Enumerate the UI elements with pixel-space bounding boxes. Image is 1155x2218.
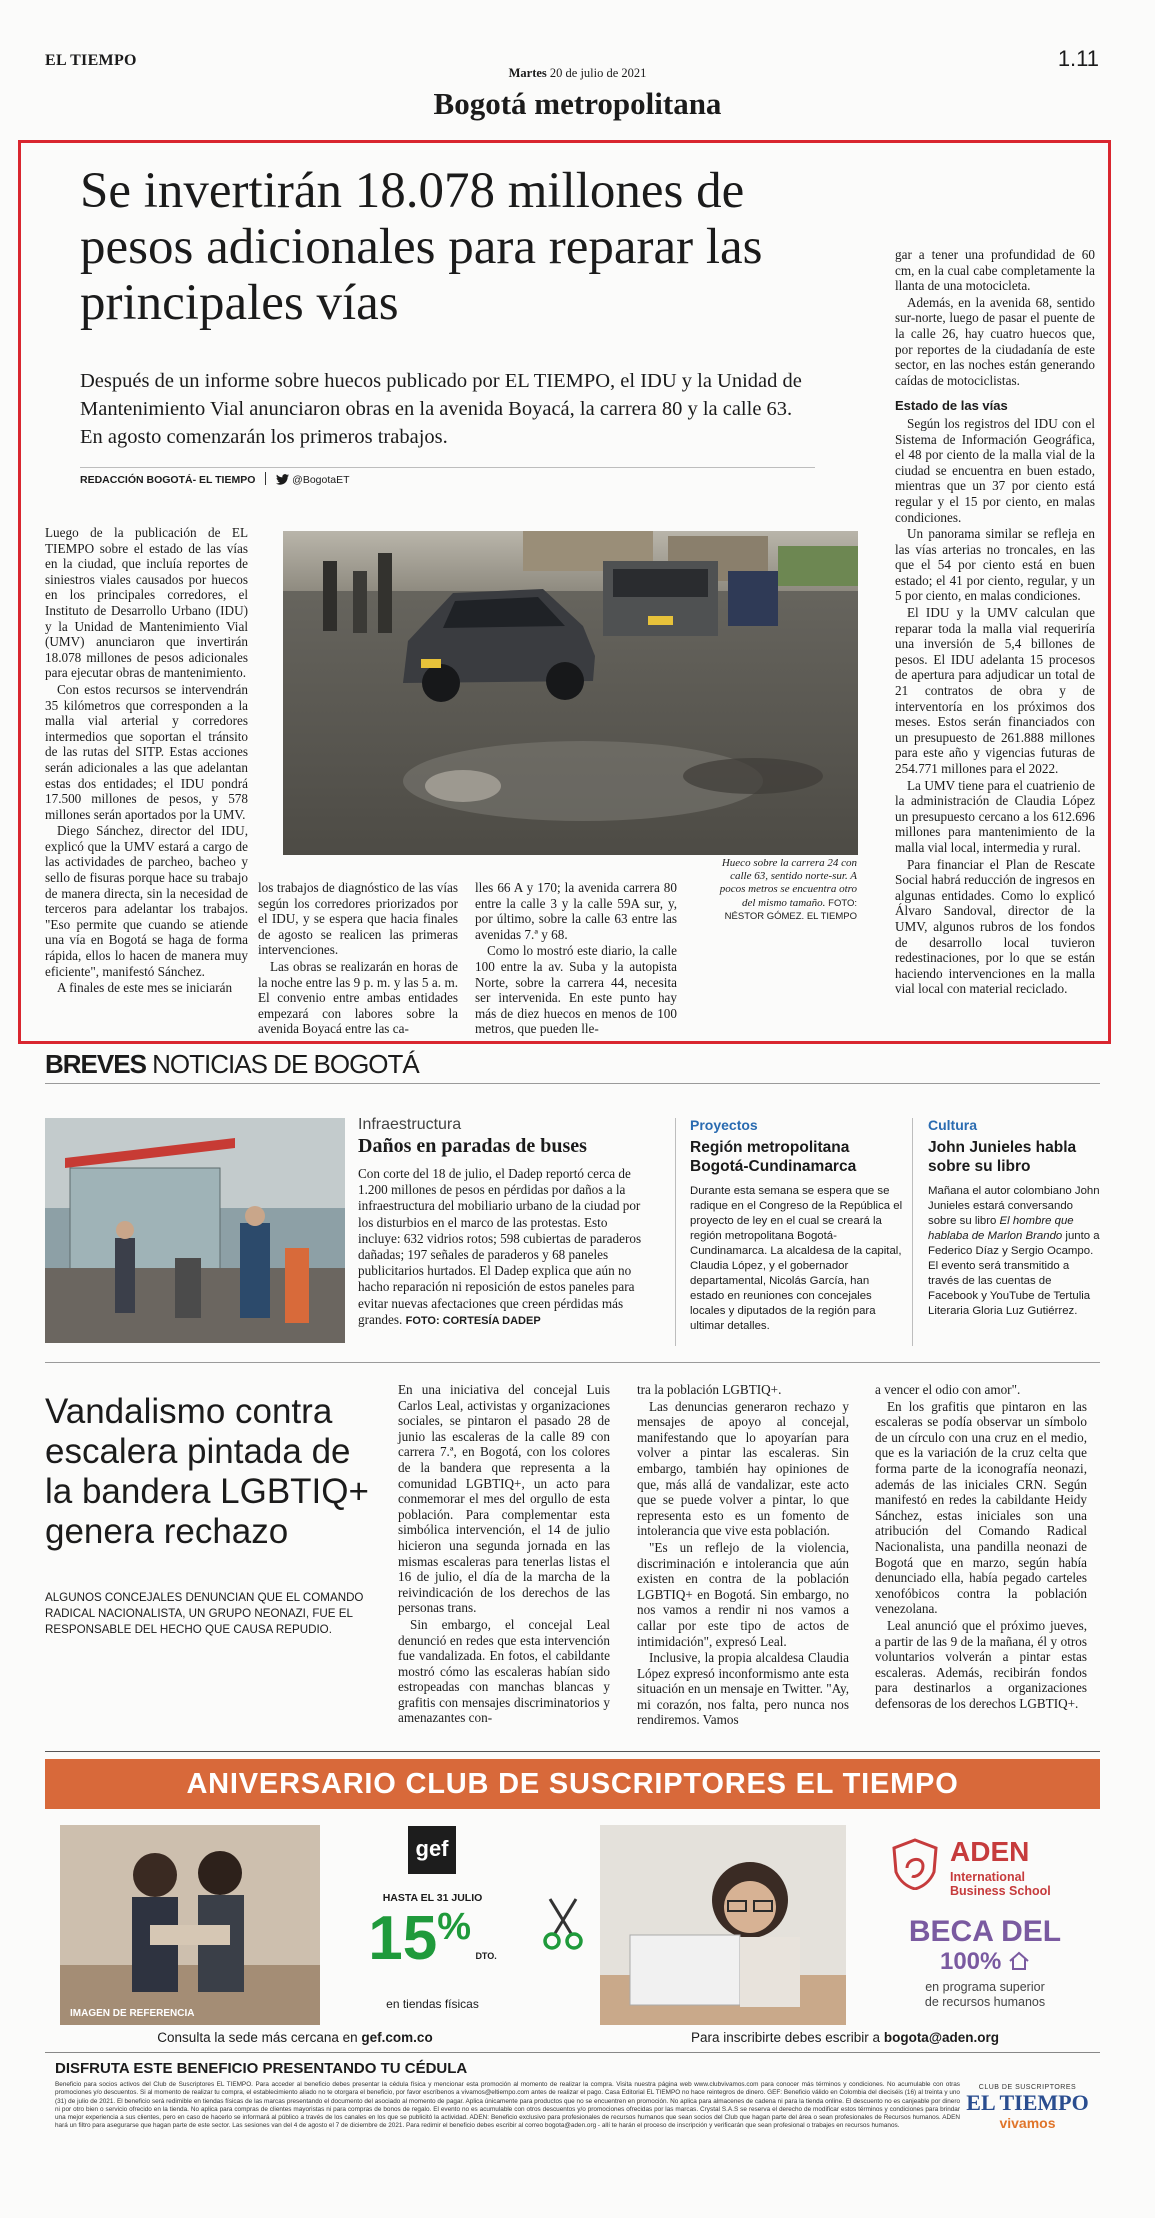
brief-proyectos	[690, 1118, 903, 1334]
photo-credit: NÉSTOR GÓMEZ. EL TIEMPO	[724, 910, 857, 922]
club-logo	[965, 2084, 1090, 2131]
second-deck: ALGUNOS CONCEJALES DENUNCIAN QUE EL COMANDO RADICAL NACIONALISTA, UN GRUPO NEONAZI, FUE EL RESPONSABLE DEL HECHO QUE CAUSA REPUDIO.	[45, 1591, 364, 1636]
paragraph: El IDU y la UMV calculan que reparar toda la malla vial requeriría una inversión de 5,4 billones de pesos. El IDU adelanta 15 procesos de apertura para adjudicar un total de 21 contratos de obra y de interventoría en los próximos dos meses. Estos serán financiados con un presupuesto de 261.888 millones para este año y vigencias futuras de 254.771 millones para el 2022.	[895, 605, 1095, 776]
models-image	[60, 1825, 320, 2025]
paragraph: La UMV tiene para el cuatrienio de la administración de Claudia López un presupuesto cercano a los 612.696 millones para mantenimiento de la malla vial local, intermedia y rural.	[895, 777, 1095, 855]
image-reference-label: IMAGEN DE REFERENCIA	[70, 2008, 195, 2019]
gef-footer-link[interactable]: gef.com.co	[361, 2030, 433, 2045]
bus-stop-photo	[45, 1118, 345, 1343]
paragraph: Diego Sánchez, director del IDU, explicó que la UMV estará a cargo de las actividades de parcheo, bacheo y sello de fisuras porque hace su trabajo de manera directa, sin la necesidad de terceros para adelantar los trabajos. "Eso permite que cuando se atiende una vía en Bogotá se haga de forma rápida, ellos lo hacen de manera muy eficiente", manifestó Sánchez.	[45, 823, 248, 979]
gef-logo-text: gef	[415, 1836, 449, 1861]
byline-author: REDACCIÓN BOGOTÁ- EL TIEMPO	[80, 474, 256, 486]
paragraph: "Es un reflejo de la violencia, discriminación e intolerancia que aún existen en contra de la población LGBTIQ+ en Bogotá. Sin embargo, no nos vamos a rendir ni nos vamos a callar por este tipo de actos de intimidación", expresó Leal.	[637, 1539, 849, 1649]
issue-date-day: Martes	[508, 66, 547, 80]
ad-divider-rule	[45, 2052, 1100, 2053]
paragraph: gar a tener una profundidad de 60 cm, en la cual cabe completamente la llanta de una motocicleta.	[895, 247, 1095, 294]
breves-sublabel: NOTICIAS DE BOGOTÁ	[152, 1049, 419, 1079]
aden-scholarship	[880, 1915, 1090, 1978]
gef-dto: DTO.	[475, 1951, 497, 1961]
paragraph: A finales de este mes se iniciarán	[57, 980, 233, 996]
club-logo-name: EL TIEMPO	[966, 2090, 1089, 2115]
paragraph: En los grafitis que pintaron en las escaleras se podía observar un símbolo de un círculo con una cruz en el medio, que es la variación de la cruz celta que forma parte de la iconografía neonazi, además de las iniciales CRN. Según manifestó en redes la cabildante Heidy Sánchez, estas iniciales son una atribución del Comando Radical Nacionalista, una pandilla neonazi de Bogotá que en marzo, según había denunciado ella, había pegado carteles xenofóbicos contra la población venezolana.	[875, 1398, 1087, 1617]
lead-column-1	[45, 525, 248, 997]
gef-models-photo	[60, 1825, 320, 2025]
paragraph: Con estos recursos se intervendrán 35 kilómetros que corresponden a la malla vial arterial y corredores intermedios que soportan el tránsito de las rutas del SITP. Estas acciones serán adicionales a las que adelantan estas dos entidades; el IDU pondrá 17.500 millones de pesos, y 578 millones serán aportados por la UMV.	[45, 681, 248, 822]
aden-footer-text: Para inscribirte debes escribir a	[690, 2030, 884, 2045]
lead-column-4	[895, 247, 1095, 998]
aden-logo: ADEN	[950, 1836, 1030, 1867]
brief-divider	[912, 1118, 913, 1346]
paragraph: En una iniciativa del concejal Luis Carlos Leal, activistas y organizaciones sociales, se pintaron el pasado 28 de junio las escaleras de la calle 89 con carrera 7.ª, en Bogotá, con los colores de la bandera que representa a la comunidad LGBTIQ+, un acto para conmemorar el mes del orgullo de esta población. Para complementar esta simbólica intervención, el 14 de julio hicieron una segunda jornada en las mismas escaleras para tenerlas listas el 16 de julio, el día de la marcha de la reivindicación de los derechos de las personas trans.	[398, 1382, 610, 1616]
photo-caption-label: FOTO:	[828, 897, 857, 909]
ad-fine-print: Beneficio para socios activos del Club de Suscriptores EL TIEMPO. Para acceder al beneficio debes presentar la cédula física y mencionar esta promoción al momento de realizar la compra. Visita nuestra página web www.clubvivamos.com para conocer más términos y condiciones. No acumulable con otras promociones y/o descuentos. Si al momento de realizar tu compra, el establecimiento aliado no te otorgara el beneficio, por favor escríbenos a vivamos@eltiempo.com antes de realizar el pago. Casa Editorial EL TIEMPO no hace reintegros de dinero. GEF: Beneficio válido en Colombia del dieciséis (16) al treinta y uno (31) de julio de 2021. El beneficio será redimible en tiendas físicas de las marcas presentando el documento del asociado al momento de pagar. Aplica únicamente para productos que no se encuentren en promoción. No aplica para almacenes de cadena ni para la tienda online. El descuento no es canjeable por dinero ni por otro bien o servicio ofrecido en la tienda. No aplica para compras de clientes mayoristas ni para compras de bonos de regalo. El evento no es acumulable con otros descuentos y/o promociones ofrecidas por las marcas. Crystal S.A.S se reserva el derecho de modificar estos términos y condiciones para brindar una mejor experiencia a sus clientes, pero en caso de hacerlo se informará al público a través de los canales en los que se publicitó la actividad. ADEN: Beneficio exclusivo para profesionales de recursos humanos que sean socios del Club que hagan parte del área o sean profesionales de Recursos humanos. ADEN hará un filtro para asegurarse que hagan parte de este sector. Las sesiones van del 4 de agosto el 7 de diciembre de 2021. Para redimir el beneficio debes escribir al correo bogota@aden.org - allí te harán el proceso de inscripción y verificarán que sean profesional o trabajes en recursos humanos.	[55, 2081, 960, 2130]
scissors-icon	[540, 1895, 586, 1956]
second-headline: Vandalismo contra escalera pintada de la bandera LGBTIQ+ genera rechazo	[45, 1392, 369, 1551]
home-icon	[1008, 1950, 1030, 1978]
paragraph: a vencer el odio con amor".	[875, 1382, 1021, 1397]
lead-deck: Después de un informe sobre huecos publicado por EL TIEMPO, el IDU y la Unidad de Mantenimiento Vial anunciaron obras en la avenida Boyacá, la carrera 80 y la calle 63. En agosto comenzarán los primeros trabajos.	[80, 370, 802, 448]
breves-rule	[45, 1083, 1100, 1084]
gef-percent-symbol: %	[437, 1906, 471, 1948]
brief-body: Durante esta semana se espera que se radique en el Congreso de la República el proyecto de ley en el cual se creará la región metropolitana Bogotá-Cundinamarca. La alcaldesa de la capital, Claudia López, y el gobernador departamental, Nicolás García, han estado en reuniones con concejales locales y diputados de la región para ultimar detalles.	[690, 1185, 903, 1332]
photo-caption	[705, 857, 857, 923]
brief-cultura	[928, 1118, 1100, 1319]
paragraph: Las denuncias generaron rechazo y mensajes de apoyo al concejal, manifestando que lo apoyarían para volver a pintar las escaleras. Sin embargo, también hay opiniones de que, más allá de vandalizar, este acto que se puede volver a pintar, lo que representa esto es un fomento de intolerancia que vive esta población.	[637, 1398, 849, 1539]
gef-discount	[340, 1906, 525, 1972]
byline-rule	[80, 467, 815, 468]
page-number: 1.11	[1057, 46, 1099, 71]
aden-beca-percent: 100%	[939, 1948, 1002, 1975]
lead-column-3	[475, 880, 677, 1038]
club-logo-small: CLUB DE SUSCRIPTORES	[978, 2084, 1077, 2091]
lead-column-2	[258, 880, 458, 1038]
lead-photo	[283, 531, 858, 855]
brief-kicker: Infraestructura	[358, 1116, 462, 1133]
club-logo-tag: vivamos	[999, 2115, 1056, 2131]
ad-top-rule	[45, 1751, 1100, 1752]
paragraph: Inclusive, la propia alcaldesa Claudia López expresó inconformismo ante esta situación en un mensaje en Twitter. "Ay, mi corazón, nos falta, pero nunca nos rendiremos. Vamos	[637, 1650, 849, 1728]
paragraph: lles 66 A y 170; la avenida carrera 80 entre la calle 3 y la calle 59A sur, y, por último, sobre la calle 63 entre las avenidas 7.ª y 68.	[475, 880, 677, 942]
paragraph: Según los registros del IDU con el Sistema de Información Geográfica, el 48 por ciento de la malla vial de la ciudad se encuentra en buen estado, mientras que un 37 por ciento está regular y el 15 por ciento, en malas condiciones.	[895, 415, 1095, 525]
second-column-1	[398, 1382, 610, 1727]
aden-program-line1: en programa superior	[925, 1980, 1045, 1994]
aden-program	[880, 1980, 1090, 2010]
section-rule	[45, 1362, 1100, 1363]
brief-kicker: Cultura	[928, 1117, 977, 1133]
byline	[80, 472, 350, 488]
paragraph: Luego de la publicación de EL TIEMPO sobre el estado de las vías en la ciudad, que incluía reportes de siniestros viales causados por huecos en los principales corredores, el Instituto de Desarrollo Urbano (IDU) y la Unidad de Mantenimiento Vial (UMV) anunciaron que invertirán 18.078 millones de pesos adicionales para ejecutar obras de mantenimiento.	[45, 525, 248, 681]
paragraph: Como lo mostró este diario, la calle 100 entre la av. Suba y la autopista Norte, sobre la carrera 44, necesita ser intervenida. En este punto hay más de diez huecos en menos de 100 metros, que pueden lle-	[475, 943, 677, 1037]
brief-kicker: Proyectos	[690, 1117, 758, 1133]
paragraph: Además, en la avenida 68, sentido sur-norte, luego de pasar el puente de la calle 26, hay cuatro huecos que, por reportes de la ciudadanía de este sector, en las noches están generando caídas de motociclistas.	[895, 294, 1095, 388]
aden-footer	[600, 2030, 1090, 2045]
ad-banner: ANIVERSARIO CLUB DE SUSCRIPTORES EL TIEMPO	[45, 1759, 1100, 1809]
aden-beca: BECA DEL	[908, 1915, 1062, 1948]
issue-date-rest: 20 de julio de 2021	[549, 66, 647, 80]
column-subhead: Estado de las vías	[895, 398, 1008, 414]
paragraph: Un panorama similar se refleja en las vías arterias no troncales, en las que el 54 por ciento está en buen estado; el 41 por ciento, regular, y un 5 por ciento, en malas condiciones.	[895, 526, 1095, 604]
brief-infraestructura	[358, 1117, 650, 1329]
byline-twitter-handle: @BogotaET	[292, 474, 350, 486]
gef-until: HASTA EL 31 JULIO	[382, 1892, 483, 1904]
twitter-icon	[276, 474, 289, 488]
brief-title: Región metropolitana Bogotá-Cundinamarca	[690, 1139, 857, 1175]
brief-photo-credit: FOTO: CORTESÍA DADEP	[405, 1314, 541, 1327]
second-column-3	[875, 1382, 1087, 1712]
brief-body-cont: junto a Federico Díaz y Sergio Ocampo. El evento será transmitido a través de las cuentas de Facebook y YouTube de Tertulia Literaria Gloria Luz Gutiérrez.	[928, 1230, 1100, 1317]
breves-header	[45, 1049, 419, 1080]
aden-footer-link[interactable]: bogota@aden.org	[883, 2030, 999, 2045]
paragraph: Leal anunció que el próximo jueves, a partir de las 9 de la mañana, él y otros voluntarios volverán a pintar estas escaleras. Además, recibirán fondos para destinarlos a organizaciones defensoras de los derechos LGBTIQ+.	[875, 1617, 1087, 1711]
paragraph: tra la población LGBTIQ+.	[637, 1382, 782, 1397]
aden-school-line1: International	[950, 1870, 1026, 1884]
aden-school-line2: Business School	[950, 1884, 1051, 1898]
aden-school	[950, 1870, 1051, 1898]
issue-date	[0, 66, 1155, 81]
brief-body: Mañana el autor colombiano John Junieles estará conversando sobre su libro	[928, 1185, 1100, 1227]
masthead-logo: EL TIEMPO	[45, 52, 137, 69]
street-pothole-image	[283, 531, 858, 855]
aden-program-line2: de recursos humanos	[924, 1995, 1046, 2009]
truck	[603, 561, 718, 636]
paragraph: Sin embargo, el concejal Leal denunció en redes que esta intervención fue vandalizada. En fotos, el cabildante mostró cómo las escaleras habían sido estropeadas con manchas blancas y grafitis con mensajes discriminatorios y amenazantes con-	[398, 1616, 610, 1726]
brief-divider	[675, 1118, 676, 1346]
paragraph: Las obras se realizarán en horas de la noche entre las 9 p. m. y las 5 a. m. El convenio entre ambas entidades empezará con labores sobre la avenida Boyacá entre las ca-	[258, 958, 458, 1037]
gef-stores: en tiendas físicas	[386, 1997, 479, 2011]
gef-footer	[60, 2030, 530, 2045]
bus-stop-image	[45, 1118, 345, 1343]
gef-logo	[408, 1826, 456, 1874]
breves-label: BREVES	[45, 1049, 146, 1079]
aden-student-photo	[600, 1825, 846, 2025]
lead-headline: Se invertirán 18.078 millones de pesos adicionales para reparar las principales vías	[80, 163, 763, 331]
paragraph: los trabajos de diagnóstico de las vías según los corredores priorizados por el IDU, y se espera que hacia finales de agosto se realicen las primeras intervenciones.	[258, 880, 458, 958]
section-title: Bogotá metropolitana	[433, 86, 722, 121]
ad-cta: DISFRUTA ESTE BENEFICIO PRESENTANDO TU CÉDULA	[55, 2060, 468, 2077]
gef-percent: 15	[368, 1904, 438, 1973]
book-title: El hombre que hablaba de Marlon Brando	[928, 1215, 1074, 1242]
aden-shield-icon	[890, 1838, 940, 1895]
photo-caption-text: Hueco sobre la carrera 24 con calle 63, sentido norte-sur. A pocos metros se encuentra otro del mismo tamaño.	[719, 857, 857, 909]
byline-separator	[265, 472, 266, 485]
paragraph: Para financiar el Plan de Rescate Social habrá reducción de ingresos en algunas entidades. Como lo explicó Álvaro Sandoval, director de la UMV, algunos rubros de los fondos de desarrollo local tuvieron redestinaciones, por lo que se están haciendo intervenciones en la malla vial local con material reciclado.	[895, 856, 1095, 997]
brief-body: Con corte del 18 de julio, el Dadep reportó cerca de 1.200 millones de pesos en pérdidas por daños a la infraestructura del mobiliario urbano de la ciudad por los disturbios en el marco de las protestas. Esto incluye: 632 vidrios rotos; 598 cubiertas de paraderos dañadas; 197 señales de paraderos y 68 paneles publicitarios hurtados. El Dadep explica que aún no hacho reparación ni reposición de estos paneles para evitar nuevas afectaciones que creen pérdidas más grandes.	[358, 1166, 642, 1327]
second-column-2	[637, 1382, 849, 1729]
brief-title: John Junieles habla sobre su libro	[928, 1139, 1077, 1175]
brief-title: Daños en paradas de buses	[358, 1135, 587, 1157]
student-image	[600, 1825, 846, 2025]
gef-footer-text: Consulta la sede más cercana en	[157, 2030, 362, 2045]
